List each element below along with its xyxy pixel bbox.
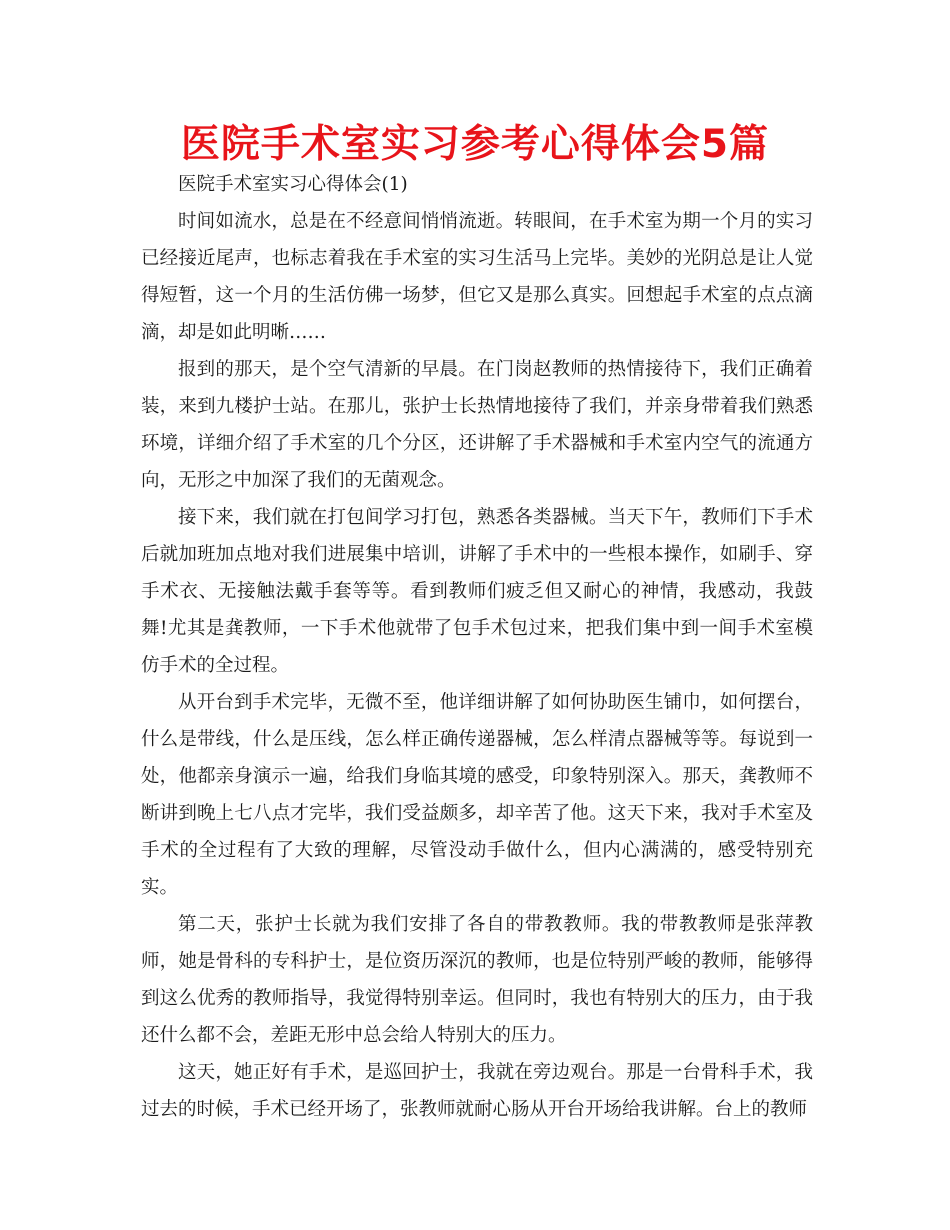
paragraph: 这天，她正好有手术，是巡回护士，我就在旁边观台。那是一台骨科手术，我过去的时候，手术已经开场了，张教师就耐心肠从开台开场给我讲解。台上的教师 — [141, 1062, 813, 1120]
document-body — [141, 166, 813, 1128]
document-title: 医院手术室实习参考心得体会5篇 — [180, 122, 770, 167]
section-subtitle: 医院手术室实习心得体会(1) — [178, 174, 408, 195]
paragraph: 接下来，我们就在打包间学习打包，熟悉各类器械。当天下午，教师们下手术后就加班加点地对我们进展集中培训，讲解了手术中的一些根本操作，如刷手、穿手术衣、无接触法戴手套等等。看到教师们疲乏但又耐心的神情，我感动，我鼓舞!尤其是龚教师，一下手术他就带了包手术包过来，把我们集中到一间手术室模仿手术的全过程。 — [141, 507, 813, 676]
paragraph: 第二天，张护士长就为我们安排了各自的带教教师。我的带教教师是张萍教师，她是骨科的专科护士，是位资历深沉的教师，也是位特别严峻的教师，能够得到这么优秀的教师指导，我觉得特别幸运。但同时，我也有特别大的压力，由于我还什么都不会，差距无形中总会给人特别大的压力。 — [141, 914, 813, 1046]
paragraph: 报到的那天，是个空气清新的早晨。在门岗赵教师的热情接待下，我们正确着装，来到九楼护士站。在那儿，张护士长热情地接待了我们，并亲身带着我们熟悉环境，详细介绍了手术室的几个分区，还讲解了手术器械和手术室内空气的流通方向，无形之中加深了我们的无菌观念。 — [141, 359, 813, 491]
paragraph: 时间如流水，总是在不经意间悄悄流逝。转眼间，在手术室为期一个月的实习已经接近尾声，也标志着我在手术室的实习生活马上完毕。美妙的光阴总是让人觉得短暂，这一个月的生活仿佛一场梦，但它又是那么真实。回想起手术室的点点滴滴，却是如此明晰…… — [141, 211, 813, 343]
paragraph: 从开台到手术完毕，无微不至，他详细讲解了如何协助医生铺巾，如何摆台，什么是带线，什么是压线，怎么样正确传递器械，怎么样清点器械等等。每说到一处，他都亲身演示一遍，给我们身临其境的感受，印象特别深入。那天，龚教师不断讲到晚上七八点才完毕，我们受益颇多，却辛苦了他。这天下来，我对手术室及手术的全过程有了大致的理解，尽管没动手做什么，但内心满满的，感受特别充实。 — [141, 692, 813, 898]
